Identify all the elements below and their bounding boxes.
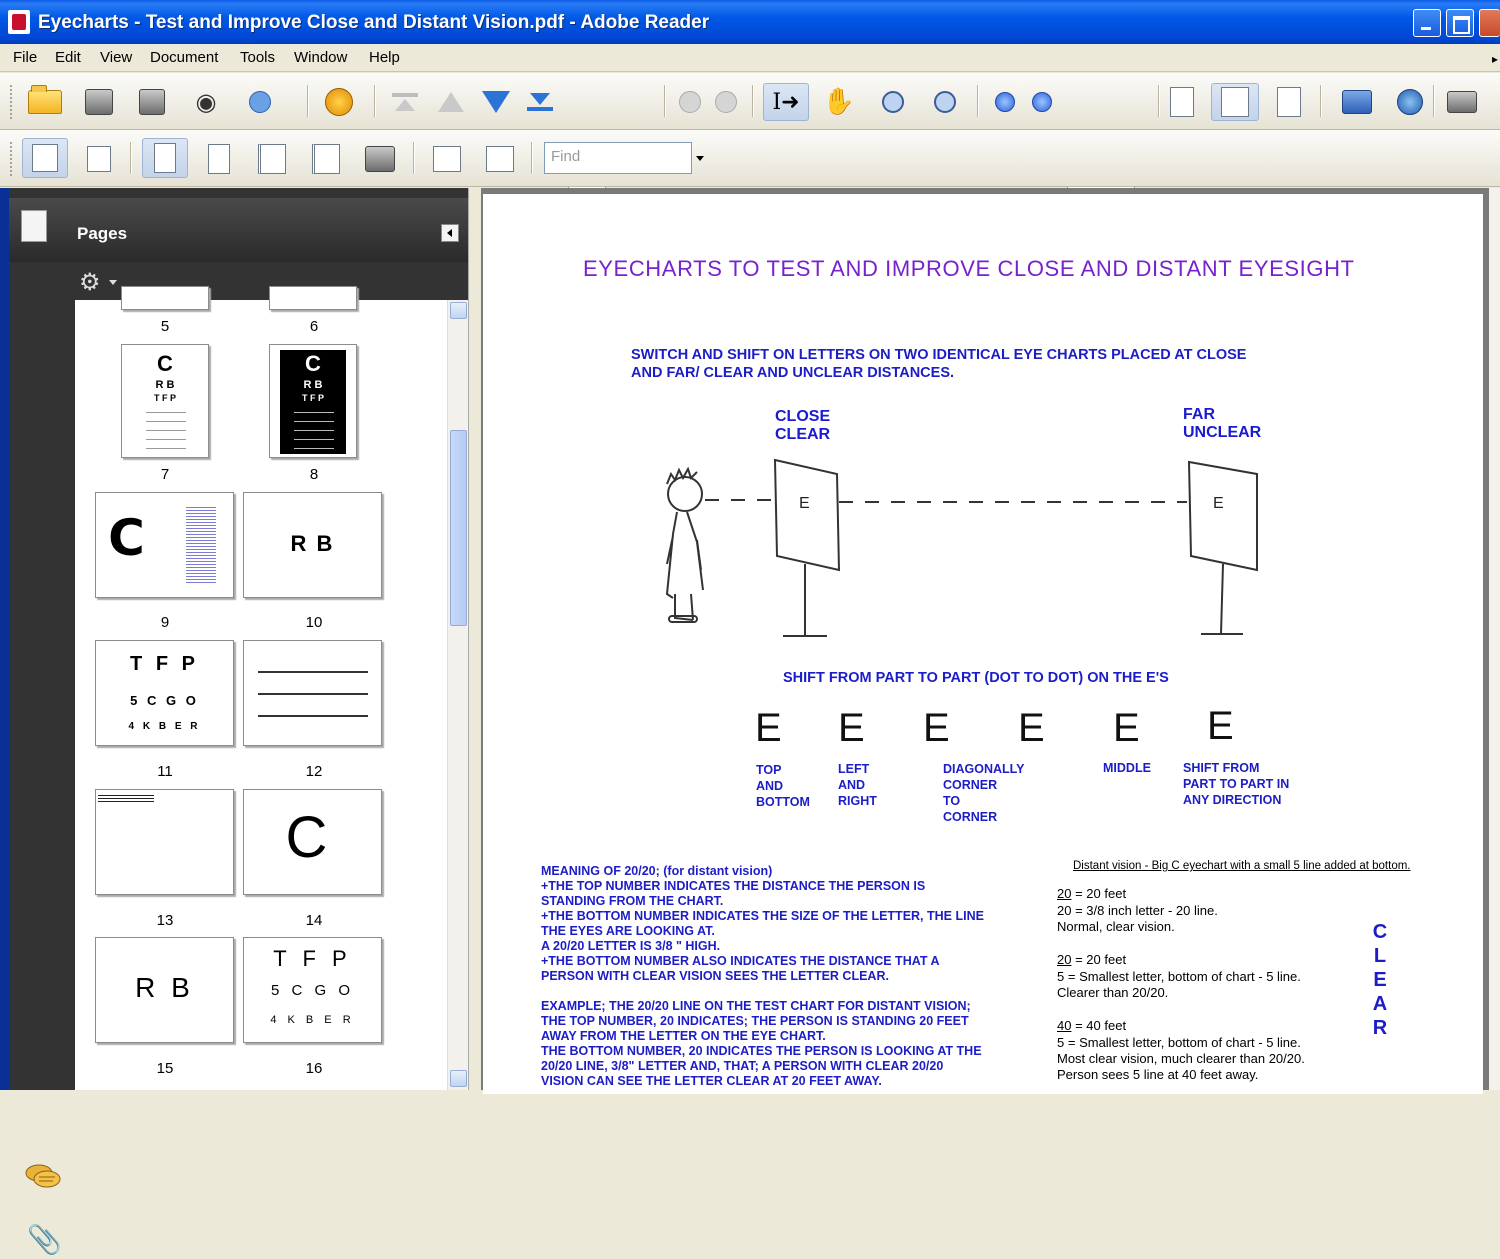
dv3-top-number: 40: [1057, 1018, 1072, 1033]
magnifier-icon: [934, 91, 956, 113]
page-number-5: 5: [160, 318, 170, 335]
text-cursor-icon: I➜: [772, 89, 800, 115]
people-icon: [249, 91, 271, 113]
paperclip-icon[interactable]: 📎: [27, 1223, 62, 1256]
page-number-12: 12: [305, 763, 323, 780]
zoom-in-button[interactable]: [1023, 83, 1061, 121]
hand-tool-button[interactable]: [820, 83, 858, 121]
dv1-bottom-number: 20: [1057, 903, 1072, 918]
page-number-10: 10: [305, 614, 323, 631]
camera-icon: [1447, 91, 1477, 113]
panel-splitter[interactable]: [468, 188, 481, 1090]
minimize-button[interactable]: [1413, 9, 1441, 37]
thumb-letters-rb: R B: [155, 379, 175, 391]
shift-heading: SHIFT FROM PART TO PART (DOT TO DOT) ON THE E'S: [783, 670, 1169, 686]
thumb-letters-rb: R B: [303, 379, 323, 391]
thumb-small-lines: [294, 409, 334, 449]
page-thumbnail-12[interactable]: [243, 640, 382, 746]
last-page-button[interactable]: [521, 83, 559, 121]
fit-width-icon: [1221, 87, 1249, 117]
dv3-bottom-number: 5: [1057, 1035, 1065, 1050]
menu-bar: [0, 44, 1500, 72]
hand-icon: ✋: [822, 87, 856, 117]
adobe-reader-icon: [8, 10, 30, 34]
single-page-continuous-button[interactable]: [142, 138, 188, 178]
fit-page-button[interactable]: [1270, 83, 1308, 121]
e-letter-diagonal-2: E: [1018, 706, 1045, 750]
page-number-6: 6: [309, 318, 319, 335]
thumb-letters-5cgo: 5 C G O: [130, 693, 199, 708]
select-tool-button[interactable]: [763, 83, 809, 121]
update-button[interactable]: [320, 83, 358, 121]
thumb-letters-5cgo: 5 C G O: [270, 982, 354, 999]
caption-diagonal: DIAGONALLY CORNER TO CORNER: [943, 762, 1025, 824]
actual-size-icon: [1170, 87, 1194, 117]
page-thumbnail-8[interactable]: [269, 344, 357, 458]
fit-width-scrolling-button[interactable]: [22, 138, 68, 178]
far-chart-letter: E: [1213, 495, 1224, 512]
full-screen-icon: [365, 146, 395, 172]
dv3-bottom-desc: = Smallest letter, bottom of chart - 5 line.: [1067, 1035, 1301, 1050]
dv2-bottom-desc: = Smallest letter, bottom of chart - 5 line.: [1067, 969, 1301, 984]
menu-help[interactable]: Help: [369, 49, 400, 66]
thumb-letters-tfp: T F P: [154, 393, 176, 403]
actual-size-button[interactable]: [1163, 83, 1201, 121]
document-title: EYECHARTS TO TEST AND IMPROVE CLOSE AND DISTANT EYESIGHT: [583, 256, 1355, 281]
maximize-button[interactable]: [1446, 9, 1474, 37]
find-input[interactable]: Find: [544, 142, 692, 174]
printer-icon: [85, 89, 113, 115]
share-button[interactable]: [241, 83, 279, 121]
navigation-strip: [0, 188, 9, 1090]
far-unclear-label: FAR UNCLEAR: [1183, 406, 1262, 441]
clear-letter: A: [1372, 993, 1388, 1015]
document-scrollbar[interactable]: [1489, 188, 1500, 1090]
dv1-bottom-desc: = 3/8 inch letter - 20 line.: [1075, 903, 1218, 918]
two-up-continuous-icon: [312, 144, 340, 174]
fit-width-button[interactable]: [1211, 83, 1259, 121]
dv1-note: Normal, clear vision.: [1057, 919, 1175, 934]
page-number-16: 16: [305, 1060, 323, 1077]
menu-view[interactable]: View: [100, 49, 133, 66]
zoom-out-icon: [995, 92, 1015, 112]
thumb-small-lines: [146, 409, 186, 449]
page-thumbnail-6[interactable]: [269, 286, 357, 310]
page-number-8: 8: [309, 466, 319, 483]
menu-edit[interactable]: Edit: [55, 49, 81, 66]
thumb-letters-4kber: 4 K B E R: [270, 1014, 355, 1026]
page-number-11: 11: [157, 763, 173, 780]
thumb-text-lines: [186, 505, 216, 583]
ink-bottle-icon: [1397, 89, 1423, 115]
e-letter-diagonal-1: E: [923, 706, 950, 750]
close-clear-label: CLOSE CLEAR: [775, 408, 831, 443]
close-chart-letter: E: [799, 495, 810, 512]
snapshot-button[interactable]: [1443, 83, 1481, 121]
save-button[interactable]: [133, 83, 171, 121]
globe-gear-icon: [325, 88, 353, 116]
thumb-letters-tfp: T F P: [302, 393, 324, 403]
caption-top-bottom: TOP AND BOTTOM: [756, 763, 810, 809]
menu-overflow-icon[interactable]: ▸: [1491, 52, 1498, 66]
thumb-letter-c: C: [108, 509, 145, 567]
scroll-down-arrow-icon[interactable]: [450, 1070, 467, 1087]
dv2-note: Clearer than 20/20.: [1057, 985, 1169, 1000]
close-button[interactable]: [1479, 9, 1500, 37]
dv2-top-number: 20: [1057, 952, 1072, 967]
rotate-clockwise-button[interactable]: [481, 140, 519, 178]
thumb-text-lines: [98, 794, 154, 802]
monitor-icon: [1342, 90, 1372, 114]
e-letter-any-direction: E: [1207, 704, 1234, 748]
page-thumbnail-13[interactable]: [95, 789, 234, 895]
page-number-9: 9: [160, 614, 170, 631]
scroll-up-arrow-icon[interactable]: [450, 302, 467, 319]
arrow-down-icon: [482, 91, 510, 113]
binoculars-icon: ◉: [195, 88, 217, 116]
fit-visible-button[interactable]: [80, 140, 118, 178]
caption-any-direction: SHIFT FROM PART TO PART IN ANY DIRECTION: [1183, 761, 1290, 807]
continuous-page-icon: [154, 143, 176, 173]
view-toolbar: [0, 130, 1500, 187]
eye-chart-distance-sketch: [653, 444, 1273, 644]
distant-vision-title: Distant vision - Big C eyechart with a small 5 line added at bottom.: [1073, 860, 1411, 872]
page-thumbnails: [75, 300, 447, 1090]
digital-editions-button[interactable]: [1391, 83, 1429, 121]
page-thumbnail-11[interactable]: [95, 640, 234, 746]
next-view-button[interactable]: [707, 83, 745, 121]
menu-document[interactable]: Document: [150, 49, 219, 66]
menu-file[interactable]: File: [13, 49, 38, 66]
thumb-letter-c: C: [305, 351, 321, 376]
arrow-up-icon: [438, 92, 464, 112]
menu-window[interactable]: Window: [294, 49, 348, 66]
fit-visible-icon: [87, 146, 111, 172]
thumb-letters-4kber: 4 K B E R: [128, 721, 201, 732]
fit-width-scroll-icon: [32, 144, 58, 172]
search-button[interactable]: [187, 83, 225, 121]
single-page-icon: [208, 144, 230, 174]
forward-arrow-icon: [715, 91, 737, 113]
e-letter-middle: E: [1113, 706, 1140, 750]
clear-letter: E: [1373, 969, 1387, 991]
previous-page-button[interactable]: [432, 83, 470, 121]
thumb-letter-c: C: [285, 805, 328, 870]
thumb-letters-rb: R B: [290, 531, 335, 556]
pages-icon[interactable]: [21, 210, 47, 242]
single-page-button[interactable]: [200, 140, 238, 178]
dv3-top-desc: = 40 feet: [1075, 1018, 1127, 1033]
page-thumbnail-7[interactable]: [121, 344, 209, 458]
meaning-20-20-text: MEANING OF 20/20; (for distant vision) +THE TOP NUMBER INDICATES THE DISTANCE THE PERSON IS STANDING FROM THE CHART. +THE BOTTOM NUMBER INDICATES THE SIZE OF THE LETTER, THE LINE THE EYES ARE LOOKING AT. A 20/20 LETTER IS 3/8 " HIGH. +THE BOTTOM NUMBER ALSO INDICATES THE DISTANCE THAT A PERSON WITH CLEAR VISION SEES THE LETTER CLEAR. EXAMPLE; THE 20/20 LINE ON THE TEST CHART FOR DISTANT VISION; THE TOP NUMBER, 20 INDICATES; THE PERSON IS STANDING 20 FEET AWAY FROM THE LETTER ON THE EYE CHART. THE BOTTOM NUMBER, 20 INDICATES THE PERSON IS LOOKING AT THE 20/20 LINE, 3/8" LETTER AND, THAT; A PERSON WITH CLEAR 20/20 VISION CAN SEE THE LETTER CLEAR AT 20 FEET AWAY.: [541, 864, 984, 1088]
page-number-7: 7: [160, 466, 170, 483]
rotate-right-icon: [486, 146, 514, 172]
page-thumbnail-10[interactable]: [243, 492, 382, 598]
full-screen-button[interactable]: [361, 140, 399, 178]
two-up-button[interactable]: [253, 140, 291, 178]
thumbnails-scrollbar[interactable]: [447, 300, 468, 1090]
pages-panel-title: Pages: [77, 224, 128, 243]
dv1-top-desc: = 20 feet: [1075, 886, 1127, 901]
pages-panel-header: [9, 198, 468, 262]
open-file-button[interactable]: [26, 83, 64, 121]
marquee-zoom-icon: [882, 91, 904, 113]
thumb-letter-c: C: [157, 351, 173, 376]
clear-letter: C: [1372, 921, 1388, 943]
scrollbar-thumb[interactable]: [450, 430, 467, 626]
options-dropdown-icon[interactable]: [109, 280, 117, 285]
pdf-page: [483, 194, 1483, 1094]
caption-left-right: LEFT AND RIGHT: [838, 762, 877, 808]
thumb-letter-rows: [258, 659, 368, 729]
e-letter-top-bottom: E: [755, 706, 782, 750]
first-page-button[interactable]: [386, 83, 424, 121]
caption-middle: MIDDLE: [1103, 761, 1151, 775]
snapshot-view-button[interactable]: [1338, 83, 1376, 121]
two-up-continuous-button[interactable]: [307, 140, 345, 178]
dynamic-zoom-button[interactable]: [926, 83, 964, 121]
first-page-icon: [392, 93, 418, 111]
clear-letter: R: [1372, 1017, 1388, 1039]
collapse-panel-button[interactable]: [441, 224, 459, 242]
back-arrow-icon: [679, 91, 701, 113]
e-letter-left-right: E: [838, 706, 865, 750]
page-thumbnail-14[interactable]: [243, 789, 382, 895]
clear-letter: L: [1373, 945, 1387, 967]
floppy-disk-icon: [139, 89, 165, 115]
gear-icon[interactable]: ⚙: [79, 268, 101, 296]
page-thumbnail-15[interactable]: [95, 937, 234, 1043]
rotate-counterclockwise-button[interactable]: [428, 140, 466, 178]
dv3-note-2: Person sees 5 line at 40 feet away.: [1057, 1067, 1259, 1082]
comments-icon[interactable]: [25, 1163, 61, 1191]
two-up-icon: [258, 144, 286, 174]
main-toolbar: [0, 73, 1500, 130]
marquee-zoom-button[interactable]: [874, 83, 912, 121]
find-dropdown-icon[interactable]: [696, 156, 704, 161]
fit-page-icon: [1277, 87, 1301, 117]
thumb-letters-tfp: T F P: [130, 653, 199, 675]
previous-view-button[interactable]: [671, 83, 709, 121]
page-thumbnail-5[interactable]: [121, 286, 209, 310]
dv2-top-desc: = 20 feet: [1075, 952, 1127, 967]
thumb-letters-rb: R B: [135, 972, 194, 1003]
folder-icon: [28, 90, 62, 114]
switch-shift-text: SWITCH AND SHIFT ON LETTERS ON TWO IDENTICAL EYE CHARTS PLACED AT CLOSE AND FAR/ CLEAR AND UNCLEAR DISTANCES.: [631, 347, 1247, 381]
dv3-note-1: Most clear vision, much clearer than 20/20.: [1057, 1051, 1305, 1066]
next-page-button[interactable]: [477, 83, 515, 121]
menu-tools[interactable]: Tools: [240, 49, 276, 66]
window-title: Eyecharts - Test and Improve Close and Distant Vision.pdf - Adobe Reader: [38, 12, 710, 33]
title-bar[interactable]: [0, 0, 1500, 44]
last-page-icon: [527, 93, 553, 111]
page-number-15: 15: [156, 1060, 174, 1077]
toolbar-grip-2[interactable]: [10, 142, 14, 176]
page-number-13: 13: [156, 912, 174, 929]
document-pane[interactable]: [481, 188, 1500, 1090]
page-thumbnail-16[interactable]: [243, 937, 382, 1043]
print-button[interactable]: [80, 83, 118, 121]
thumb-letters-tfp: T F P: [273, 946, 352, 971]
page-thumbnail-9[interactable]: [95, 492, 234, 598]
clear-vertical-word: [1370, 920, 1390, 1040]
dv2-bottom-number: 5: [1057, 969, 1065, 984]
toolbar-grip[interactable]: [10, 85, 14, 119]
rotate-left-icon: [433, 146, 461, 172]
zoom-in-icon: [1032, 92, 1052, 112]
dv1-top-number: 20: [1057, 886, 1072, 901]
page-number-14: 14: [305, 912, 323, 929]
zoom-out-button[interactable]: [986, 83, 1024, 121]
pages-panel: [9, 188, 468, 1256]
